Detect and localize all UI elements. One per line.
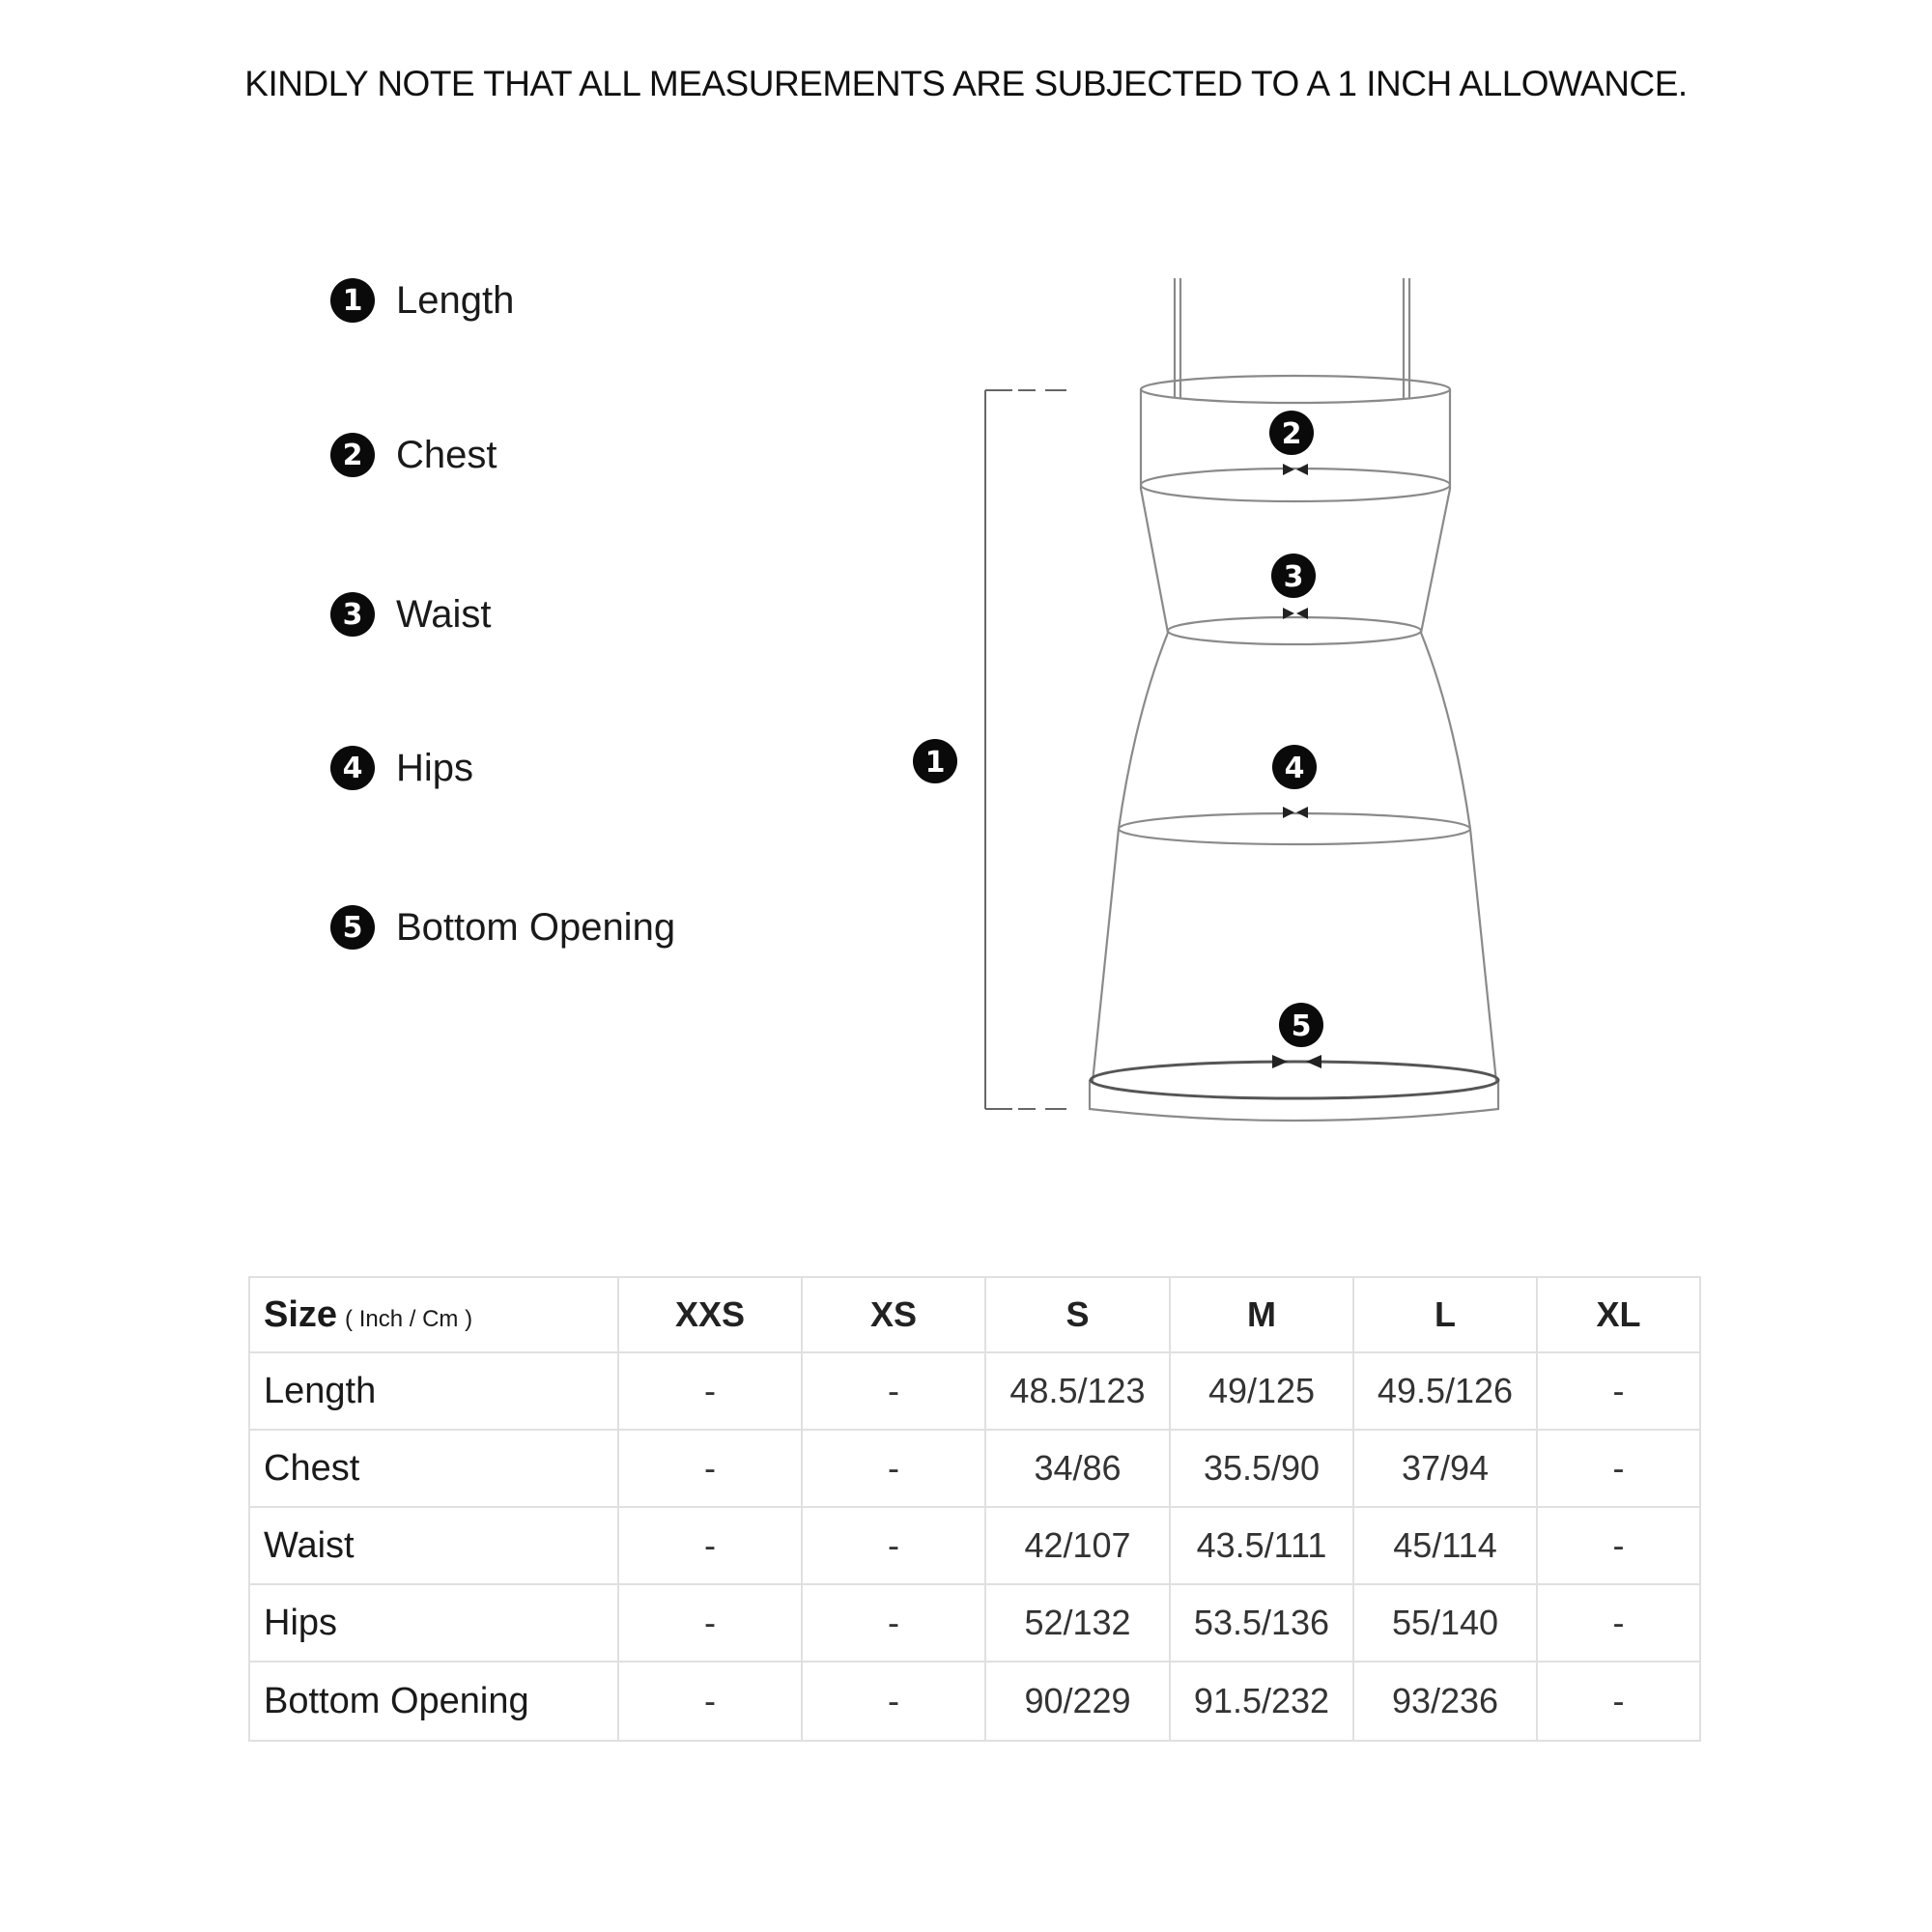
waist-line <box>1168 617 1421 644</box>
table-cell: - <box>802 1507 985 1584</box>
table-cell: 34/86 <box>985 1430 1170 1507</box>
row-label-chest: Chest <box>249 1430 618 1507</box>
table-cell: 52/132 <box>985 1584 1170 1662</box>
table-cell: - <box>1537 1662 1700 1741</box>
table-header-row <box>249 1277 1700 1352</box>
table-cell: - <box>618 1662 802 1741</box>
size-header-cell <box>249 1277 618 1352</box>
svg-text:4: 4 <box>1284 752 1305 785</box>
table-cell: - <box>1537 1507 1700 1584</box>
marker-1-icon <box>913 739 957 783</box>
column-header-xl: XL <box>1537 1277 1700 1352</box>
table-cell: - <box>802 1584 985 1662</box>
number-5-icon: 5 <box>330 905 375 950</box>
legend-label: Bottom Opening <box>396 905 676 949</box>
column-header-m: M <box>1170 1277 1353 1352</box>
legend-label: Waist <box>396 592 492 636</box>
table-cell: - <box>1537 1430 1700 1507</box>
column-header-l: L <box>1353 1277 1537 1352</box>
table-cell: - <box>618 1507 802 1584</box>
size-label: Size <box>264 1293 338 1335</box>
table-cell: - <box>1537 1352 1700 1430</box>
unit-label: ( Inch / Cm ) <box>345 1305 473 1332</box>
marker-4-icon <box>1272 745 1317 789</box>
legend-label: Length <box>396 278 515 322</box>
hips-line <box>1119 813 1470 844</box>
table-cell: - <box>1537 1584 1700 1662</box>
marker-5-icon <box>1279 1003 1323 1047</box>
table-row <box>249 1352 1700 1430</box>
table-cell: - <box>802 1352 985 1430</box>
svg-text:3: 3 <box>1283 560 1304 594</box>
table-row <box>249 1584 1700 1662</box>
number-1-icon: 1 <box>330 278 375 323</box>
table-cell: 35.5/90 <box>1170 1430 1353 1507</box>
table-cell: - <box>802 1430 985 1507</box>
row-label-length: Length <box>249 1352 618 1430</box>
table-row <box>249 1662 1700 1741</box>
table-cell: 53.5/136 <box>1170 1584 1353 1662</box>
table-cell: - <box>618 1584 802 1662</box>
marker-3-icon <box>1271 554 1316 598</box>
table-cell: 91.5/232 <box>1170 1662 1353 1741</box>
allowance-notice: KINDLY NOTE THAT ALL MEASUREMENTS ARE SUBJECTED TO A 1 INCH ALLOWANCE. <box>244 64 1688 103</box>
table-cell: 90/229 <box>985 1662 1170 1741</box>
column-header-xs: XS <box>802 1277 985 1352</box>
table-cell: 48.5/123 <box>985 1352 1170 1430</box>
table-cell: 45/114 <box>1353 1507 1537 1584</box>
legend-label: Chest <box>396 433 497 476</box>
svg-text:5: 5 <box>1291 1009 1312 1043</box>
table-cell: 37/94 <box>1353 1430 1537 1507</box>
table-cell: - <box>618 1430 802 1507</box>
svg-text:1: 1 <box>924 746 946 780</box>
chest-line <box>1141 469 1450 501</box>
table-cell: 43.5/111 <box>1170 1507 1353 1584</box>
bottom-opening-line <box>1091 1062 1498 1098</box>
table-cell: 42/107 <box>985 1507 1170 1584</box>
column-header-xxs: XXS <box>618 1277 802 1352</box>
table-cell: 49/125 <box>1170 1352 1353 1430</box>
table-cell: 55/140 <box>1353 1584 1537 1662</box>
column-header-s: S <box>985 1277 1170 1352</box>
number-2-icon: 2 <box>330 433 375 477</box>
marker-2-icon <box>1269 411 1314 455</box>
row-label-bottom-opening: Bottom Opening <box>249 1662 618 1741</box>
table-cell: 49.5/126 <box>1353 1352 1537 1430</box>
number-4-icon: 4 <box>330 746 375 790</box>
size-chart-table <box>248 1276 1701 1742</box>
table-cell: - <box>802 1662 985 1741</box>
number-3-icon: 3 <box>330 592 375 637</box>
svg-text:2: 2 <box>1281 417 1302 451</box>
legend-label: Hips <box>396 746 474 789</box>
table-row <box>249 1507 1700 1584</box>
row-label-hips: Hips <box>249 1584 618 1662</box>
table-row <box>249 1430 1700 1507</box>
table-cell: 93/236 <box>1353 1662 1537 1741</box>
hem-back <box>1090 1080 1498 1121</box>
row-label-waist: Waist <box>249 1507 618 1584</box>
table-cell: - <box>618 1352 802 1430</box>
